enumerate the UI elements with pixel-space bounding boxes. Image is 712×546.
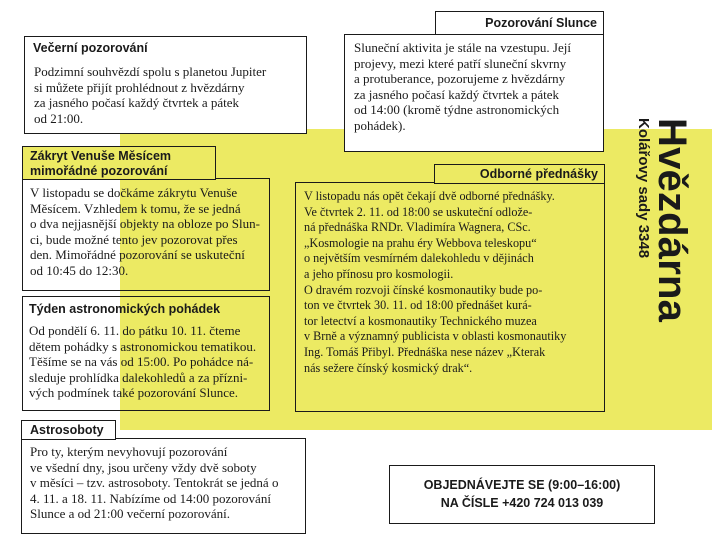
text-line: Slunce a od 21:00 večerní pozorování. (30, 506, 230, 522)
text-line: nás sežere čínský kosmický drak“. (304, 360, 473, 375)
text-line: a jeho přínosu pro kosmologii. (304, 266, 454, 281)
astro-saturdays-heading: Astrosoboty (21, 420, 116, 440)
text-line: od 10:45 do 12:30. (30, 262, 129, 278)
text-line: ve všední dny, jsou určeny vždy dvě soboty (30, 459, 257, 475)
astro-saturdays-text (30, 444, 299, 522)
observatory-title (632, 118, 692, 328)
text-line: v Brně a významný publicista v oblasti kosmonautiky (304, 329, 567, 344)
text-line: Ve čtvrtek 2. 11. od 18:00 se uskuteční odlože- (304, 204, 533, 219)
text-line: 4. 11. a 18. 11. Nabízíme od 14:00 pozorování (30, 490, 271, 506)
text-line: projevy, mezi které patří sluneční skvrny (354, 55, 567, 71)
text-line: dětem pohádky s astronomickou tematikou. (29, 338, 257, 354)
heading-line: mimořádné pozorování (30, 164, 168, 178)
text-line: od 14:00 (kromě týdne astronomických (354, 102, 560, 118)
booking-hours: OBJEDNÁVEJTE SE (9:00–16:00) (423, 478, 621, 492)
text-line: sleduje prohlídka dalekohledů a za přízni- (29, 369, 248, 385)
text-line: ná přednáška RNDr. Vladimíra Wagnera, CSc. (304, 220, 531, 235)
text-line: Sluneční aktivita je stále na vzestupu. Její (354, 40, 571, 55)
text-line: tor letectví a kosmonautiky Technického muzea (304, 313, 537, 328)
text-line: o dva nejjasnější objekty na obloze po Slun- (30, 216, 260, 232)
venus-occultation-heading (22, 146, 216, 180)
text-line: ton ve čtvrtek 30. 11. od 18:00 přednášet kurá- (304, 298, 532, 313)
text-line: o největším vesmírném dalekohledu v dějinách (304, 251, 534, 266)
text-line: O dravém rozvoji čínské kosmonautiky bude po- (304, 282, 543, 297)
text-line: a protuberance, pozorujeme z hvězdárny (354, 71, 566, 87)
text-line: pohádek). (354, 117, 406, 133)
text-line: den. Mimořádné pozorování se uskuteční (30, 247, 245, 263)
booking-contact-box (389, 465, 655, 524)
text-line: za jasného počasí každý čtvrtek a pátek (354, 86, 560, 102)
evening-observation-heading: Večerní pozorování (33, 41, 148, 55)
text-line: V listopadu se dočkáme zákrytu Venuše (30, 185, 238, 200)
text-line: vých podmínek také pozorování Slunce. (29, 385, 239, 401)
lectures-heading: Odborné přednášky (434, 164, 605, 184)
fairy-tales-text (29, 323, 263, 401)
observatory-address: Kolářovy sady 3348 (635, 118, 652, 259)
text-line: Měsícem. Vzhledem k tomu, že se jedná (30, 200, 241, 216)
text-line: za jasného počasí každý čtvrtek a pátek (34, 95, 240, 111)
lectures-text (304, 189, 597, 376)
text-line: Těšíme se na vás od 15:00. Po pohádce ná- (29, 354, 254, 370)
text-line: od 21:00. (34, 110, 84, 126)
text-line: si můžete přijít prohlédnout z hvězdárny (34, 79, 245, 95)
text-line: Pro ty, kterým nevyhovují pozorování (30, 444, 228, 459)
heading-line: Zákryt Venuše Měsícem (30, 149, 172, 163)
booking-phone: NA ČÍSLE +420 724 013 039 (440, 496, 604, 510)
sun-observation-text (354, 40, 597, 134)
text-line: Od pondělí 6. 11. do pátku 10. 11. čteme (29, 323, 241, 338)
observatory-name: Hvězdárna (650, 118, 694, 323)
text-line: ci, bude možné tento jev pozorovat přes (30, 231, 238, 247)
venus-occultation-text (30, 185, 264, 279)
text-line: v měsíci – tzv. astrosoboty. Tentokrát se jedná o (30, 475, 279, 491)
sun-observation-heading: Pozorování Slunce (435, 11, 604, 35)
text-line: Podzimní souhvězdí spolu s planetou Jupiter (34, 64, 267, 79)
text-line: Ing. Tomáš Přibyl. Přednáška nese název „Kterak (304, 344, 546, 359)
text-line: V listopadu nás opět čekají dvě odborné přednášky. (304, 189, 555, 203)
evening-observation-text (34, 64, 302, 126)
fairy-tales-heading: Týden astronomických pohádek (29, 302, 221, 316)
text-line: „Kosmologie na prahu éry Webbova teleskopu“ (304, 235, 537, 250)
